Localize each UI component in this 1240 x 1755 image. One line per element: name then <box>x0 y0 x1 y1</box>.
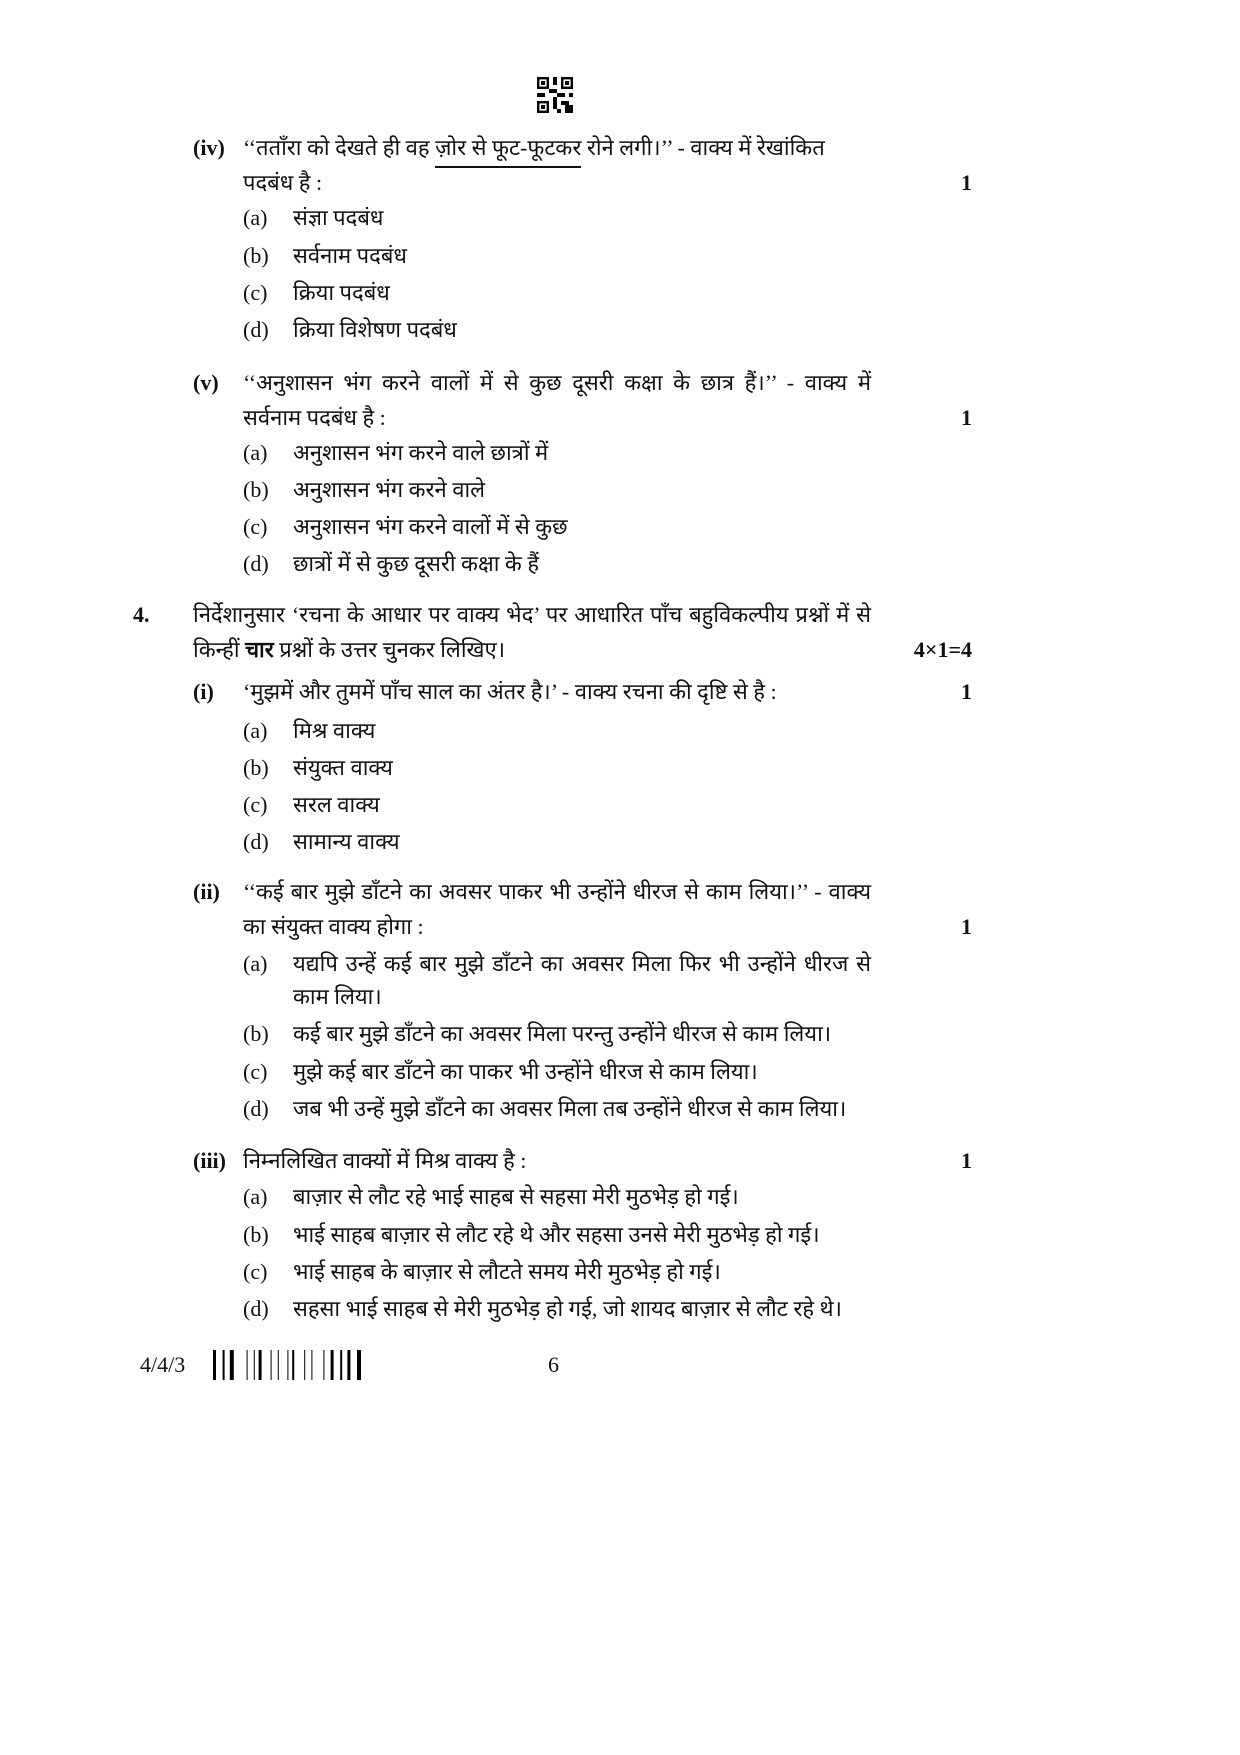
option-label: (d) <box>243 1096 269 1121</box>
option-label: (b) <box>243 1021 269 1046</box>
text: रोने लगी।’’ - वाक्य में रेखांकित <box>581 135 825 160</box>
option-label: (a) <box>243 440 268 465</box>
option-text-line2: काम लिया। <box>293 984 382 1009</box>
barcode-bar <box>230 1350 234 1380</box>
marks: 1 <box>961 1148 972 1173</box>
emphasis: चार <box>245 637 274 662</box>
option-label: (d) <box>243 317 269 342</box>
barcode-bar <box>292 1350 294 1380</box>
option-text: सरल वाक्य <box>293 792 380 817</box>
barcode-bar <box>340 1350 342 1380</box>
barcode-bar <box>287 1350 288 1380</box>
underlined-phrase: ज़ोर से फूट-फूटकर <box>435 135 581 168</box>
option-label: (b) <box>243 1222 269 1247</box>
option-text: संज्ञा पदबंध <box>293 205 384 230</box>
barcode-icon <box>213 1350 393 1380</box>
option-text: सर्वनाम पदबंध <box>293 243 407 268</box>
option-label: (a) <box>243 718 268 743</box>
option-label: (c) <box>243 280 268 305</box>
option-text: भाई साहब के बाज़ार से लौटते समय मेरी मुठभेड़ हो गई। <box>293 1259 721 1284</box>
option-label: (b) <box>243 243 269 268</box>
barcode-bar <box>311 1350 312 1380</box>
option-text: अनुशासन भंग करने वाले छात्रों में <box>293 440 549 465</box>
option-label: (a) <box>243 1184 268 1209</box>
barcode-bar <box>259 1350 262 1380</box>
question-text: ‘‘अनुशासन भंग करने वालों में से कुछ दूसरी कक्षा के छात्र हैं।’’ - वाक्य में <box>243 370 871 395</box>
marks: 1 <box>961 914 972 939</box>
question-text-line2: सर्वनाम पदबंध है : <box>243 405 386 430</box>
option-label: (d) <box>243 829 269 854</box>
option-text: क्रिया विशेषण पदबंध <box>293 317 457 342</box>
option-text: जब भी उन्हें मुझे डाँटने का अवसर मिला तब उन्होंने धीरज से काम लिया। <box>293 1096 847 1121</box>
option-label: (c) <box>243 514 268 539</box>
option-text: कई बार मुझे डाँटने का अवसर मिला परन्तु उन्होंने धीरज से काम लिया। <box>293 1021 832 1046</box>
option-label: (d) <box>243 551 269 576</box>
option-text: भाई साहब बाज़ार से लौट रहे थे और सहसा उनसे मेरी मुठभेड़ हो गई। <box>293 1222 820 1247</box>
question-text: ‘मुझमें और तुममें पाँच साल का अंतर है।’ - वाक्य रचना की दृष्टि से है : <box>243 679 777 704</box>
marks: 4×1=4 <box>913 637 972 662</box>
marks: 1 <box>961 679 972 704</box>
text: ‘‘ततॉंरा को देखते ही वह <box>243 135 436 160</box>
barcode-bar <box>278 1350 279 1380</box>
option-text: यद्यपि उन्हें कई बार मुझे डाँटने का अवसर मिला फिर भी उन्होंने धीरज से <box>293 951 871 976</box>
option-label: (a) <box>243 205 268 230</box>
option-text: अनुशासन भंग करने वाले <box>293 477 486 502</box>
barcode-bar <box>223 1350 225 1380</box>
option-label: (c) <box>243 1259 268 1284</box>
option-text: मिश्र वाक्य <box>293 718 376 743</box>
barcode-bar <box>304 1350 305 1380</box>
question-number: 4. <box>133 602 150 627</box>
option-text: बाज़ार से लौट रहे भाई साहब से सहसा मेरी मुठभेड़ हो गई। <box>293 1184 739 1209</box>
barcode-bar <box>254 1350 255 1380</box>
option-text: मुझे कई बार डाँटने का पाकर भी उन्होंने धीरज से काम लिया। <box>293 1059 758 1084</box>
barcode-bar <box>331 1350 334 1380</box>
barcode-bar <box>271 1350 272 1380</box>
text: प्रश्नों के उत्तर चुनकर लिखिए। <box>273 637 506 662</box>
option-label: (c) <box>243 792 268 817</box>
marks: 1 <box>961 405 972 430</box>
option-label: (c) <box>243 1059 268 1084</box>
paper-code: 4/4/3 <box>140 1352 186 1377</box>
question-number: (iii) <box>193 1148 226 1173</box>
option-text: संयुक्त वाक्य <box>293 755 393 780</box>
option-text: अनुशासन भंग करने वालों में से कुछ <box>293 514 568 539</box>
barcode-bar <box>323 1350 324 1380</box>
question-text: ‘‘कई बार मुझे डाँटने का अवसर पाकर भी उन्होंने धीरज से काम लिया।’’ - वाक्य <box>243 879 871 904</box>
barcode-bar <box>213 1350 216 1380</box>
question-text <box>243 134 825 162</box>
question-number: (iv) <box>193 135 225 160</box>
barcode-bar <box>357 1350 361 1380</box>
question-text-line2 <box>193 636 505 664</box>
question-text: निम्नलिखित वाक्यों में मिश्र वाक्य है : <box>243 1148 527 1173</box>
text: किन्हीं <box>193 637 246 662</box>
option-text: सामान्य वाक्य <box>293 829 400 854</box>
question-number: (ii) <box>193 879 220 904</box>
barcode-bar <box>247 1350 248 1380</box>
option-text: छात्रों में से कुछ दूसरी कक्षा के हैं <box>293 551 540 576</box>
option-label: (a) <box>243 951 268 976</box>
question-text-line2: पदबंध है : <box>243 170 323 195</box>
option-label: (d) <box>243 1296 269 1321</box>
option-text: क्रिया पदबंध <box>293 280 390 305</box>
question-text-line2: का संयुक्त वाक्य होगा : <box>243 914 424 939</box>
page-number: 6 <box>548 1352 559 1377</box>
marks: 1 <box>961 170 972 195</box>
qr-code-icon <box>537 77 573 113</box>
option-label: (b) <box>243 755 269 780</box>
barcode-bar <box>347 1350 350 1380</box>
option-label: (b) <box>243 477 269 502</box>
question-text: निर्देशानुसार ‘रचना के आधार पर वाक्य भेद’ पर आधारित पाँच बहुविकल्पीय प्रश्नों में से <box>193 602 871 627</box>
question-number: (v) <box>193 370 219 395</box>
question-number: (i) <box>193 679 214 704</box>
option-text: सहसा भाई साहब से मेरी मुठभेड़ हो गई, जो शायद बाज़ार से लौट रहे थे। <box>293 1296 842 1321</box>
